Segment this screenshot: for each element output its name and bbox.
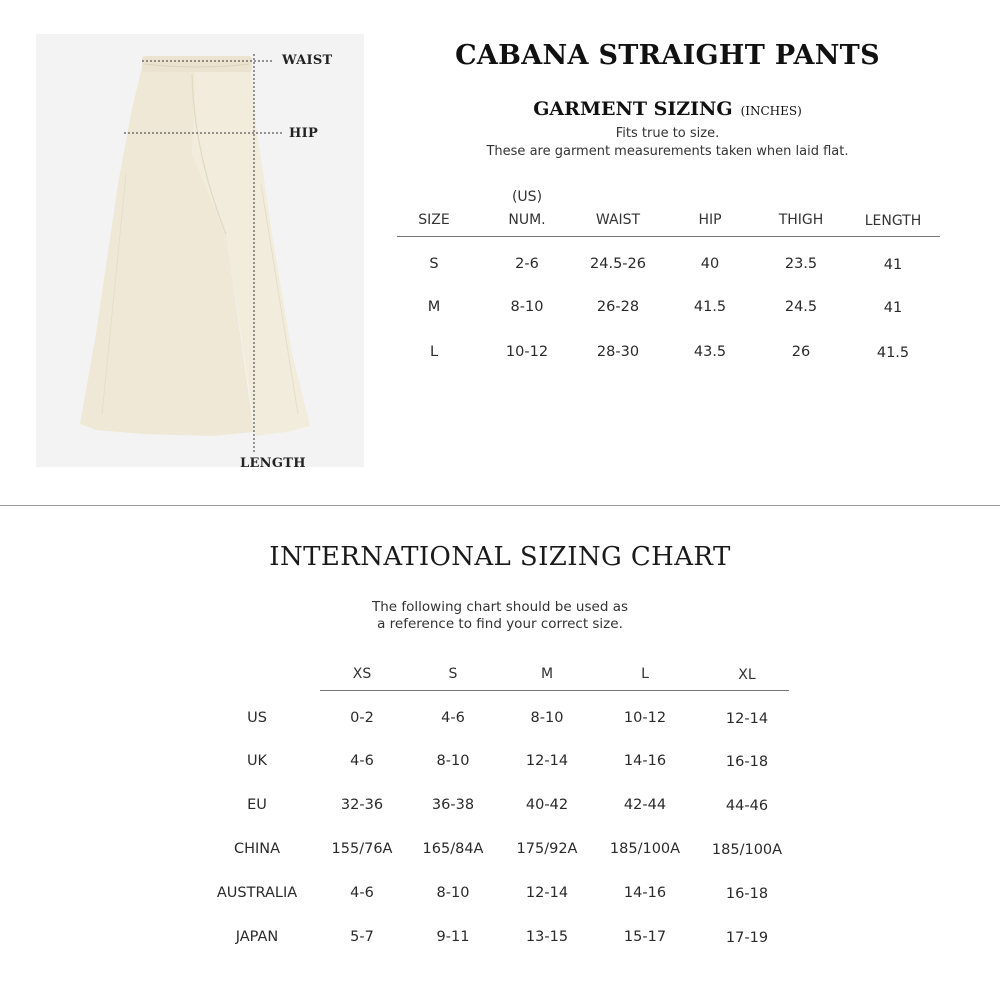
table-cell: L [429,344,439,360]
intl-header-rule [320,690,789,691]
table-cell: 23.5 [784,256,818,272]
table-cell: 4-6 [441,710,465,726]
region-label: EU [247,797,267,813]
table-cell: 4-6 [350,753,374,769]
table-cell: 41.5 [693,299,727,315]
table-cell: 40 [700,256,720,272]
table-cell: 16-18 [725,754,769,770]
table-cell: 26 [791,344,811,360]
garment-sizing-unit: (INCHES) [740,104,802,118]
table-cell: 14-16 [623,753,667,769]
intl-size-header: S [448,666,458,682]
table-cell: 185/100A [711,842,783,858]
international-title: INTERNATIONAL SIZING CHART [269,542,731,572]
table-cell: 28-30 [596,344,640,360]
table-cell: 13-15 [525,929,569,945]
table-cell: 8-10 [510,299,544,315]
table-cell: 24.5 [784,299,818,315]
col-header-us-num: NUM. [508,212,546,228]
table-cell: 185/100A [609,841,681,857]
table-cell: 41 [883,257,903,273]
table-cell: 36-38 [431,797,475,813]
garment-sizing-heading [400,98,935,120]
col-header-us-top: (US) [511,189,543,205]
table-cell: 8-10 [436,753,470,769]
intl-note-line1: The following chart should be used as [371,599,628,615]
table-cell: 17-19 [725,930,769,946]
table-cell: 175/92A [516,841,578,857]
table-cell: 44-46 [725,798,769,814]
garment-header-rule [397,236,940,237]
section-divider [0,505,1000,506]
table-cell: 41 [883,300,903,316]
table-cell: 10-12 [623,710,667,726]
col-header-hip: HIP [698,212,722,228]
intl-size-header: XL [738,667,756,683]
table-cell: 43.5 [693,344,727,360]
measurement-note: These are garment measurements taken when laid flat. [486,144,849,159]
table-cell: 155/76A [331,841,393,857]
region-label: CHINA [233,841,281,857]
table-cell: 32-36 [340,797,384,813]
col-header-length: LENGTH [864,213,922,229]
table-cell: 8-10 [436,885,470,901]
table-cell: 14-16 [623,885,667,901]
table-cell: M [427,299,441,315]
table-cell: 165/84A [422,841,484,857]
length-label: LENGTH [240,456,306,471]
table-cell: 12-14 [725,711,769,727]
table-cell: 8-10 [530,710,564,726]
intl-size-header: L [641,666,649,682]
product-title: CABANA STRAIGHT PANTS [455,40,880,71]
table-cell: 41.5 [876,345,910,361]
table-cell: S [429,256,439,272]
garment-sizing-title: GARMENT SIZING [533,98,733,120]
region-label: AUSTRALIA [216,885,298,901]
table-cell: 12-14 [525,885,569,901]
table-cell: 24.5-26 [590,256,646,272]
intl-size-header: M [540,666,554,682]
col-header-waist: WAIST [595,212,641,228]
pants-waistband [142,56,252,72]
hip-label: HIP [289,126,319,141]
table-cell: 5-7 [350,929,374,945]
table-cell: 40-42 [525,797,569,813]
col-header-size: SIZE [418,212,450,228]
table-cell: 9-11 [436,929,470,945]
region-label: UK [246,753,268,769]
pants-illustration [36,34,364,467]
table-cell: 42-44 [623,797,667,813]
table-cell: 16-18 [725,886,769,902]
table-cell: 10-12 [505,344,549,360]
fit-note: Fits true to size. [615,126,720,141]
table-cell: 2-6 [515,256,539,272]
table-cell: 0-2 [350,710,374,726]
col-header-thigh: THIGH [778,212,824,228]
product-image [36,34,364,467]
table-cell: 26-28 [596,299,640,315]
waist-label: WAIST [282,53,333,68]
intl-note-line2: a reference to find your correct size. [377,616,623,632]
region-label: JAPAN [235,929,279,945]
table-cell: 15-17 [623,929,667,945]
table-cell: 12-14 [525,753,569,769]
intl-size-header: XS [352,666,372,682]
region-label: US [247,710,267,726]
table-cell: 4-6 [350,885,374,901]
